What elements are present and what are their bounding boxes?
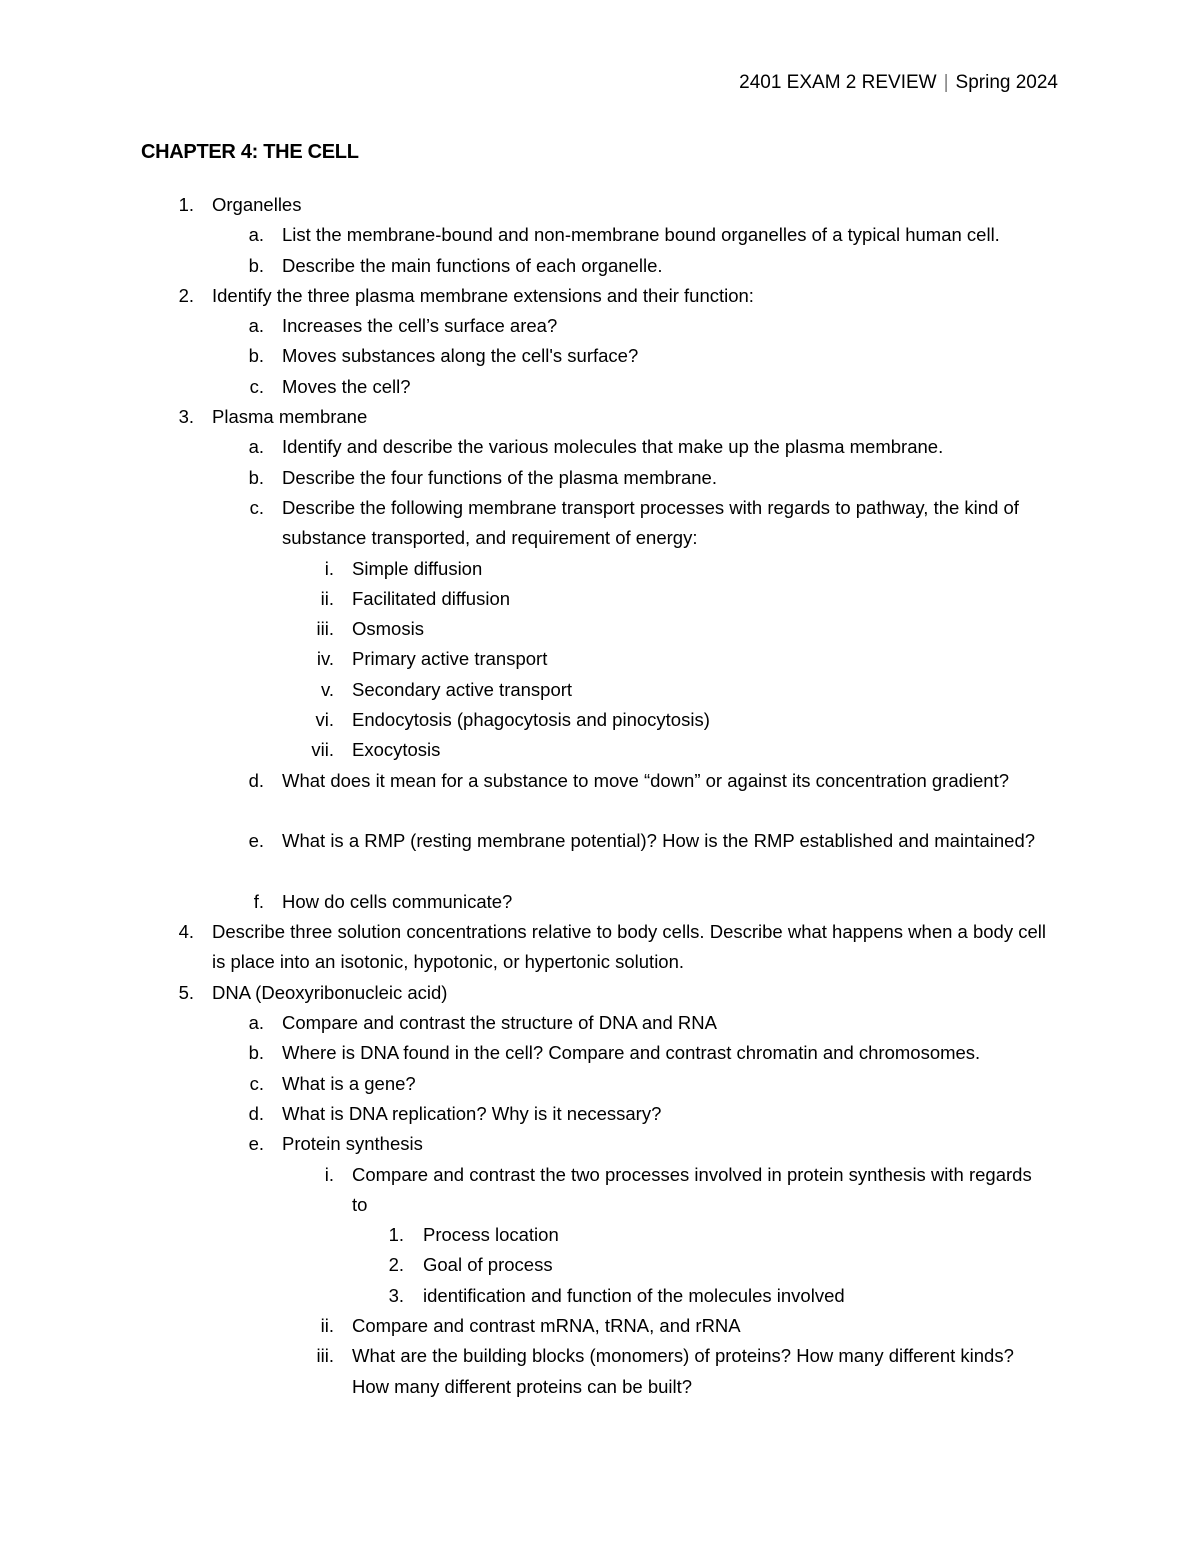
outline-item-text: Moves the cell? <box>282 375 411 397</box>
outline-item <box>0 1281 1200 1311</box>
outline-item-marker: v. <box>320 678 334 700</box>
outline-item-marker: iii. <box>316 1345 334 1367</box>
outline-item-marker: i. <box>324 1163 334 1185</box>
outline-item <box>0 311 1200 341</box>
outline-item-text: Identify and describe the various molecules that make up the plasma membrane. <box>282 436 944 458</box>
outline-item-text: Moves substances along the cell's surface? <box>282 345 639 367</box>
outline-item <box>0 463 1200 493</box>
outline-item-marker: i. <box>324 557 334 579</box>
outline-item-marker: iv. <box>316 648 334 670</box>
outline-item-marker: 1. <box>178 194 194 215</box>
outline-item <box>0 735 1200 765</box>
outline-item <box>0 1220 1200 1250</box>
outline-item <box>0 190 1200 220</box>
outline-item <box>0 644 1200 674</box>
outline-item-marker: 1. <box>388 1224 404 1246</box>
outline-item-text: Exocytosis <box>352 739 441 761</box>
outline-item-text: Osmosis <box>352 618 424 640</box>
outline-item-text: Primary active transport <box>352 648 548 670</box>
outline-item <box>0 372 1200 402</box>
outline-item-text: Compare and contrast mRNA, tRNA, and rRNA <box>352 1314 741 1336</box>
outline-item-text: Describe the main functions of each organelle. <box>282 254 663 276</box>
outline-item <box>0 766 1200 827</box>
outline-item-marker: 2. <box>178 284 194 306</box>
header-separator: | <box>943 72 949 93</box>
outline-item <box>0 251 1200 281</box>
outline-item-marker: e. <box>248 830 264 852</box>
outline-item-marker: ii. <box>320 1314 334 1336</box>
outline-item-text: Describe the following membrane transport processes with regards to pathway, the kind of substance transported, and requirement of energy: <box>282 496 1019 549</box>
outline-item-marker: c. <box>249 375 264 397</box>
outline-item-marker: e. <box>248 1133 264 1155</box>
outline-item <box>0 281 1200 311</box>
outline-item-text: Plasma membrane <box>212 406 368 428</box>
outline-item <box>0 432 1200 462</box>
review-outline <box>0 190 1200 1402</box>
outline-item <box>0 1129 1200 1159</box>
chapter-title: CHAPTER 4: THE CELL <box>141 141 359 163</box>
outline-item-marker: 5. <box>178 981 194 1003</box>
outline-item <box>0 917 1200 978</box>
outline-item-marker: 4. <box>178 921 194 943</box>
outline-item-text: Where is DNA found in the cell? Compare and contrast chromatin and chromosomes. <box>282 1042 981 1064</box>
outline-item-text: What is a gene? <box>282 1072 416 1094</box>
outline-item-text: What does it mean for a substance to move “down” or against its concentration gradient? <box>282 769 1010 791</box>
outline-item-marker: a. <box>248 1012 264 1034</box>
outline-item-text: Compare and contrast the two processes involved in protein synthesis with regards to <box>352 1163 1032 1215</box>
outline-item-marker: f. <box>253 890 264 912</box>
outline-item-text: Increases the cell’s surface area? <box>282 315 558 337</box>
outline-item <box>0 1008 1200 1038</box>
outline-item-marker: b. <box>248 345 264 367</box>
outline-item <box>0 341 1200 371</box>
outline-item <box>0 705 1200 735</box>
outline-item-marker: 3. <box>178 406 194 428</box>
outline-item-marker: c. <box>249 1072 264 1094</box>
outline-item-marker: 3. <box>388 1284 404 1306</box>
outline-item-text: List the membrane-bound and non-membrane bound organelles of a typical human cell. <box>282 224 1000 246</box>
page-header <box>739 72 1058 94</box>
outline-item-text: identification and function of the molecules involved <box>423 1284 845 1306</box>
outline-item <box>0 1099 1200 1129</box>
outline-item-text: How do cells communicate? <box>282 890 513 912</box>
outline-item <box>0 1311 1200 1341</box>
outline-item <box>0 978 1200 1008</box>
outline-item-marker: iii. <box>316 618 334 640</box>
outline-item <box>0 1038 1200 1068</box>
outline-item <box>0 614 1200 644</box>
outline-item <box>0 1341 1200 1402</box>
outline-item <box>0 220 1200 250</box>
header-term: Spring 2024 <box>955 72 1058 93</box>
outline-item-marker: ii. <box>320 587 334 609</box>
outline-item-text: Process location <box>423 1224 559 1246</box>
outline-item <box>0 887 1200 917</box>
outline-item <box>0 1160 1200 1221</box>
outline-item-marker: b. <box>248 254 264 276</box>
outline-item-text: Endocytosis (phagocytosis and pinocytosis) <box>352 709 710 731</box>
outline-item-marker: 2. <box>388 1254 404 1276</box>
outline-item <box>0 1069 1200 1099</box>
outline-item-marker: vi. <box>315 709 334 731</box>
header-course: 2401 EXAM 2 REVIEW <box>739 72 937 93</box>
outline-item-marker: c. <box>249 496 264 518</box>
outline-item-text: Simple diffusion <box>352 557 483 579</box>
outline-item <box>0 493 1200 554</box>
outline-item-marker: d. <box>248 769 264 791</box>
outline-item-text: Protein synthesis <box>282 1133 423 1155</box>
outline-item-text: Facilitated diffusion <box>352 587 511 609</box>
outline-item-text: What is a RMP (resting membrane potential)? How is the RMP established and maintained? <box>282 830 1036 852</box>
outline-item-text: Organelles <box>212 194 302 215</box>
outline-item-text: Describe the four functions of the plasma membrane. <box>282 466 717 488</box>
outline-item-text: Goal of process <box>423 1254 553 1276</box>
outline-item <box>0 826 1200 887</box>
outline-item-marker: a. <box>248 224 264 246</box>
outline-item <box>0 675 1200 705</box>
outline-item <box>0 402 1200 432</box>
outline-item-marker: b. <box>248 1042 264 1064</box>
outline-item-text: DNA (Deoxyribonucleic acid) <box>212 981 448 1003</box>
outline-item-marker: vii. <box>311 739 334 761</box>
outline-item-text: What are the building blocks (monomers) of proteins? How many different kinds? How many different proteins can be built? <box>352 1345 1014 1397</box>
outline-item-text: Identify the three plasma membrane extensions and their function: <box>212 284 754 306</box>
outline-item-text: Describe three solution concentrations relative to body cells. Describe what happens when a body cell is place into an isotonic, hypotonic, or hypertonic solution. <box>212 921 1046 973</box>
outline-item-text: What is DNA replication? Why is it necessary? <box>282 1102 662 1124</box>
outline-item-marker: d. <box>248 1102 264 1124</box>
outline-item <box>0 554 1200 584</box>
outline-item <box>0 584 1200 614</box>
outline-item-marker: b. <box>248 466 264 488</box>
outline-item-marker: a. <box>248 436 264 458</box>
outline-item <box>0 1250 1200 1280</box>
outline-item-marker: a. <box>248 315 264 337</box>
outline-item-text: Compare and contrast the structure of DNA and RNA <box>282 1012 717 1034</box>
outline-item-text: Secondary active transport <box>352 678 573 700</box>
